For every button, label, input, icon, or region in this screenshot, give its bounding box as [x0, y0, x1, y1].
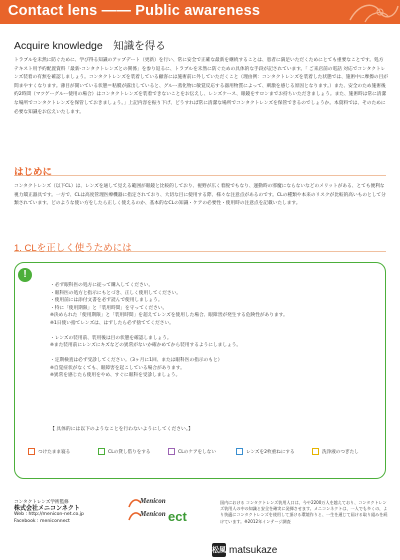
rule-line: ※自覚症状がなくても、眼障害を起こしている場合があります。	[50, 365, 185, 371]
banner-title: Contact lens —— Public awareness	[8, 3, 261, 19]
page-title: Acquire knowledge 知識を得る	[14, 40, 166, 52]
section-heading-intro	[14, 160, 386, 176]
rule-line: ・眼科医の処方と指示にもとづき、正しく使用してください。	[50, 290, 181, 296]
option-label: レンズを2枚重ねにする	[246, 449, 295, 455]
rule-line	[50, 327, 380, 335]
rule-line: ※また装用前にレンズにキズなどの異常がないか確かめてから装用するようにしましょう。	[50, 343, 242, 348]
option-item	[236, 448, 295, 455]
matsukaze-brand	[212, 542, 277, 558]
option-item	[98, 448, 151, 455]
publisher-web[interactable]: Web : http://menicon-net.co.jp	[14, 512, 84, 518]
rule-line: ・レンズの装用前、装用後は目の状態を確認しましょう。	[50, 335, 172, 341]
rule-line: ・使用前には添付文書を必ず読んで使用しましょう。	[50, 298, 163, 303]
rule-line: ※1日使い捨てレンズは、はずしたら必ず捨ててください。	[50, 320, 174, 326]
publisher-info	[14, 500, 124, 525]
menicon-logo-text: Menicon	[140, 497, 166, 505]
checkbox-icon	[168, 448, 175, 455]
rule-line: ・必ず眼科医の処方に従って購入してください。	[50, 283, 154, 288]
checkbox-icon	[312, 448, 319, 455]
option-item	[28, 448, 70, 455]
rule-line: ※決められた「使用期限」と「装用時間」を超えてレンズを使用した場合、眼障害が発生する危険性があります。	[50, 313, 288, 318]
title-banner	[0, 0, 400, 24]
publisher-caption: コンタクトレンズ学術監修	[14, 500, 69, 505]
checkbox-icon	[28, 448, 35, 455]
footer-notes: 国内における コンタクトレンズ装用人口は、今や2200万人を越えており、コンタクトレンズ装用人の中の知識と安全を確実に発揮させます。メニコンネクトは、一人でも多くの、より快適にコンタクトレンズを使用して頂ける環境作りと、一生を通じて届ける取り組みを続けています。※2012年インテージ調査	[220, 500, 388, 524]
prohibited-actions	[22, 446, 378, 460]
menicon-nect-logo: ect	[168, 509, 187, 524]
checkbox-icon	[236, 448, 243, 455]
section-body-intro: コンタクトレンズ（以下CL）は、レンズを通して見える範囲が眼鏡と比較的しており、視野が広く着脱でもなり、運動時の邪魔にならないなどのメリットがある、とても便利な視力矯正器具です。一方で、CLは高度管理医療機器に指定されており、大切な目に使用する際、様々な注意点があるのです。CLの種類や本来のリスクが比較的高いものとして分類されています。どのような使い方をしたら正しく使えるのか、基本的なCLの知識・ケアの必要性・使用時の注意点を記載いたします。	[14, 184, 386, 207]
warning-title: 【 具体的には以下のようなことを行わないようにしてください。】	[50, 427, 194, 432]
option-label: CLの貸し借りをする	[108, 449, 151, 455]
option-label: つけたまま寝る	[38, 449, 71, 455]
publisher-name: 株式会社メニコンネクト	[14, 505, 80, 513]
intro-paragraph: トラブルを未然に防ぐために、学び得る知識のアップデート（更新）を行い、常に安全で正確な最新を継続することは、患者に満足いただくためにとても重要なことです。処方テキスト用予約配置資料「最新-コンタクトレンズとの関係」を参り返るに、トラブルを未然に防ぐための具体的な手段が記されています。「 ご来店前の電話 対応でコンタクトレンズ装着の有無を確認しましょう。コンタクトレンズを装着している顧客には施術前に外していただくこと（理由例：コンタクトレンズを装着した状態では、施術中に摩擦の目が問まやすくなります。薄目が開いている状態＝粘膜が露出していると、グルー蒸化物に敏覚反応する器用物質によって、刺激を感じる原因となります。）また、安全のため施術後約2時間（マツゲーグルー使用の場合）はコンタクトレンズを装着できないことをお伝えし、レンズケース、眼鏡をサロンまでお持ちいただきましょう。また、施術時は常に清潔な場所でコンタクトレンズを保管しておきましょう。」上記内容を振り下げ、どうすれば常に清潔な場所でコンタクトレンズを保管できるのでしょうか。本資料では、そのために必要な知識をお伝えいたします。	[14, 58, 388, 115]
rule-line: ・定期検査は必ず受診してください。（3ヶ月に1回、または眼科医の指示のもと）	[50, 358, 223, 363]
option-item	[312, 448, 359, 455]
rules-list	[50, 282, 380, 380]
section-heading-rules	[14, 236, 386, 252]
option-item	[168, 448, 216, 455]
matsukaze-wordmark: matsukaze	[229, 544, 278, 556]
section-title: 1. CLを正しく使うためには	[14, 243, 132, 254]
section-title: はじめに	[14, 167, 53, 178]
option-label: 洗浄液のつぎたし	[322, 449, 359, 455]
rule-line	[50, 350, 380, 358]
rule-line: ※異常を感じたら使用をやめ、すぐに眼科を受診しましょう。	[50, 373, 181, 378]
publisher-facebook[interactable]: Facebook : meniconnect	[14, 518, 70, 524]
checkbox-icon	[98, 448, 105, 455]
decorative-swirl-icon	[340, 0, 400, 24]
matsukaze-logo-icon: 松風	[212, 543, 226, 557]
exclamation-icon: !	[18, 268, 32, 282]
menicon-logo-text: Menicon	[140, 510, 166, 518]
option-label: CLのケアをしない	[178, 449, 216, 455]
rule-line: ・特に「使用期限」と「装用時間」を守ってください。	[50, 305, 168, 311]
